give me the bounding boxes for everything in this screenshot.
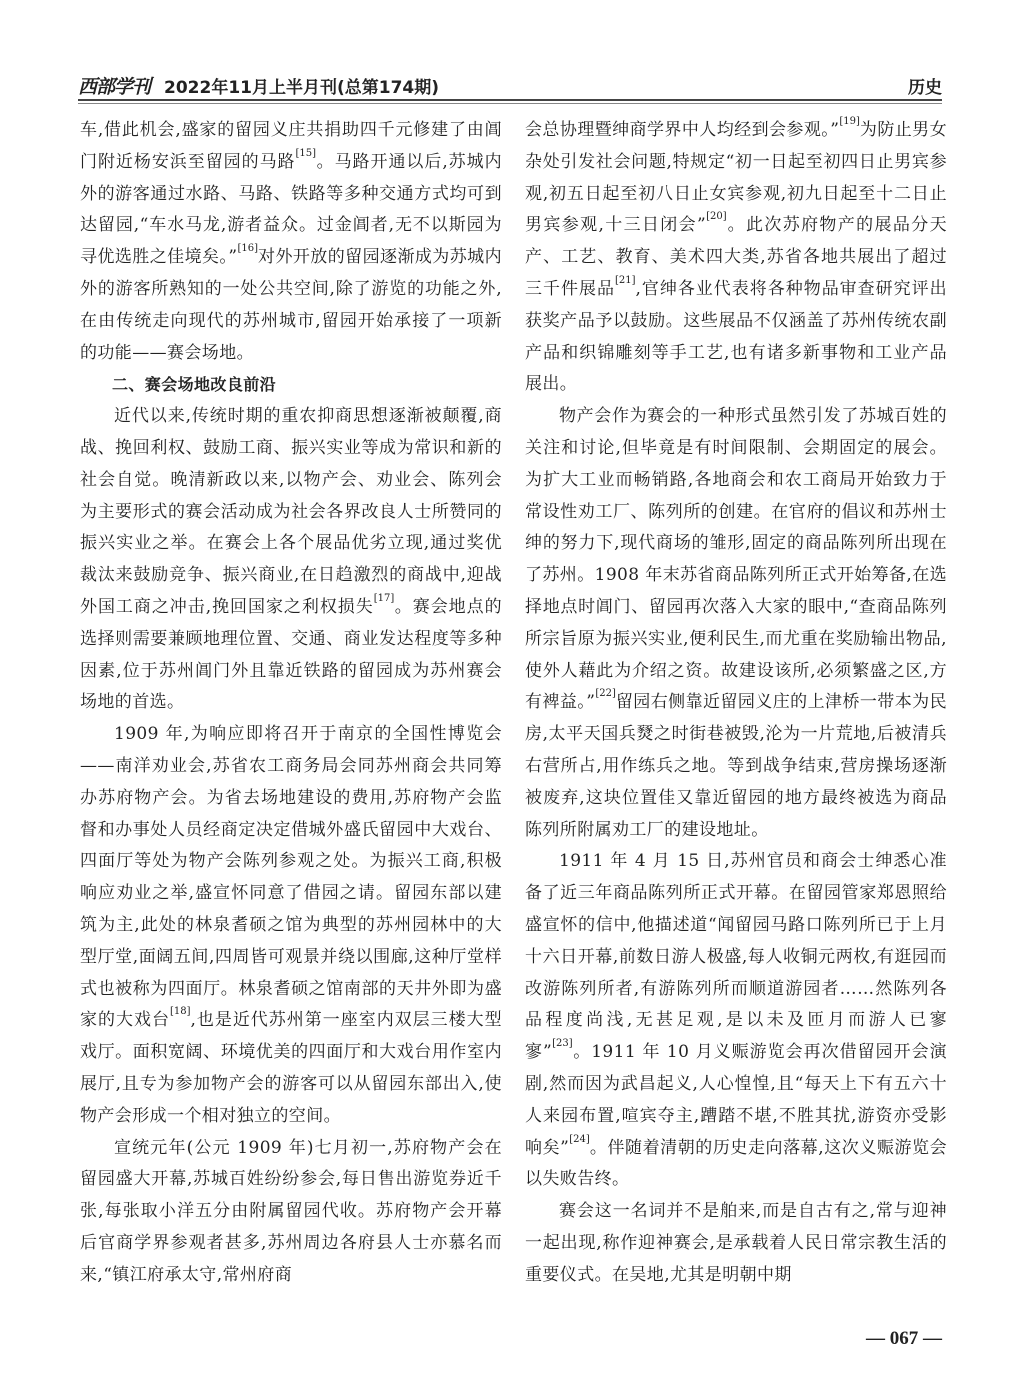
citation-ref: [21] [614, 274, 636, 286]
citation-ref: [23] [552, 1038, 573, 1050]
text-segment: 。1911 年 10 月义赈游览会再次借留园开会演剧,然而因为武昌起义,人心惶惶,且“每天上下有五六十人来园布置,喧宾夺主,蹧踏不堪,不胜其扰,游资亦受影响矣” [525, 1042, 947, 1158]
text-segment: 。马路开通以后,苏城内外的游客通过水路、马路、铁路等多种交通方式均可到达留园,“车水马龙,游者益众。过金阊者,无不以斯园为寻优选胜之佳境矣。” [80, 151, 502, 268]
paragraph [525, 846, 947, 1196]
header-rule-thin [78, 103, 942, 104]
section-heading [80, 369, 502, 401]
page-number: — 067 — [866, 1328, 942, 1349]
text-segment: 留园右侧靠近留园义庄的上津桥一带本为民房,太平天国兵燹之时街巷被毁,沦为一片荒地,后被清兵右营所占,用作练兵之地。等到战争结束,营房操场逐渐被废弃,这块位置佳又靠近留园的地方最终被选为商品陈列所附属劝工厂的建设地址。 [525, 692, 947, 840]
citation-ref: [24] [569, 1133, 590, 1145]
text-segment: 。赛会地点的选择则需要兼顾地理位置、交通、商业发达程度等多种因素,位于苏州阊门外且靠近铁路的留园成为苏州赛会场地的首选。 [80, 596, 503, 713]
citation-ref: [16] [237, 243, 258, 255]
text-segment: 赛会这一名词并不是舶来,而是自古有之,常与迎神一起出现,称作迎神赛会,是承载着人民日常宗教生活的重要仪式。在吴地,尤其是明朝中期 [525, 1201, 947, 1285]
text-segment: ,也是近代苏州第一座室内双层三楼大型戏厅。面积宽阔、环境优美的四面厅和大戏台用作室内展厅,且专为参加物产会的游客可以从留园东部出入,使物产会形成一个相对独立的空间。 [80, 1010, 503, 1126]
text-segment: 对外开放的留园逐渐成为苏城内外的游客所熟知的一处公共空间,除了游览的功能之外,在由传统走向现代的苏州城市,留园开始承接了一项新的功能——赛会场地。 [80, 247, 502, 363]
text-segment: 为防止男女杂处引发社会问题,特规定“初一日起至初四日止男宾参观,初五日起至初八日止女宾参观,初九日起至十二日止男宾参观,十三日闭会” [525, 120, 948, 236]
paragraph [525, 401, 947, 846]
left-column [80, 115, 502, 1291]
citation-ref: [20] [706, 211, 727, 223]
text-segment: 近代以来,传统时期的重农抑商思想逐渐被颠覆,商战、挽回利权、鼓励工商、振兴实业等成为常识和新的社会自觉。晚清新政以来,以物产会、劝业会、陈列会为主要形式的赛会活动成为社会各界改良人士所赞同的振兴实业之举。在赛会上各个展品优劣立现,通过奖优裁汰来鼓励竞争、振兴商业,在日趋激烈的商战中,迎战外国工商之冲击,挽回国家之利权损失 [80, 406, 502, 617]
text-segment: 物产会作为赛会的一种形式虽然引发了苏城百姓的关注和讨论,但毕竟是有时间限制、会期固定的展会。为扩大工业而畅销路,各地商会和农工商局开始致力于常设性劝工厂、陈列所的创建。在官府的倡议和苏州士绅的努力下,现代商场的雏形,固定的商品陈列所出现在了苏州。1908 年末苏省商品陈列所正式开始筹备,在选择地点时阊门、留园再次落入大家的眼中,“查商品陈列所宗旨原为振兴实业,便利民生,而尤重在奖励输出物品,使外人藉此为介绍之资。故建设该所,必须繁盛之区,方有裨益。” [525, 406, 947, 713]
citation-ref: [19] [839, 116, 860, 127]
header-rule [78, 99, 942, 101]
text-segment: 宣统元年(公元 1909 年)七月初一,苏府物产会在留园盛大开幕,苏城百姓纷纷参会,每日售出游览券近千张,每张取小洋五分由附属留园代收。苏府物产会开幕后官商学界参观者甚多,苏州周边各府县人士亦慕名而来,“镇江府承太守,常州府商 [80, 1137, 502, 1285]
text-segment: 1911 年 4 月 15 日,苏州官员和商会士绅悉心准备了近三年商品陈列所正式开幕。在留园管家郑恩照给盛宣怀的信中,他描述道“闻留园马路口陈列所已于上月十六日开幕,前数日游人极盛,每人收铜元两枚,有逛园而改游陈列所者,有游陈列所而顺道游园者……然陈列各品程度尚浅,无甚足观,是以未及匝月而游人已寥寥” [525, 851, 947, 1063]
text-segment: 会总协理暨绅商学界中人均经到会参观。” [525, 120, 840, 140]
paragraph [80, 719, 502, 1132]
text-segment: 。伴随着清朝的历史走向落幕,这次义赈游览会以失败告终。 [525, 1137, 947, 1190]
text-segment: 车,借此机会,盛家的留园义庄共捐助四千元修建了由阊门附近杨安浜至留园的马路 [80, 120, 502, 172]
paragraph [525, 115, 947, 401]
paragraph [80, 1133, 502, 1292]
paragraph [525, 1196, 947, 1291]
text-segment: 二、赛会场地改良前沿 [112, 375, 277, 395]
running-header [78, 70, 942, 98]
citation-ref: [18] [169, 1006, 191, 1018]
citation-ref: [22] [595, 688, 616, 700]
text-segment: ,官绅各业代表将各种物品审查研究评出获奖产品予以鼓励。这些展品不仅涵盖了苏州传统农副产品和织锦雕刻等手工艺,也有诸多新事物和工业产品展出。 [525, 278, 948, 395]
paragraph [80, 115, 502, 369]
issue-info: 2022年11月上半月刊(总第174期) [164, 78, 439, 98]
paragraph [80, 401, 502, 719]
text-segment: 1909 年,为响应即将召开于南京的全国性博览会——南洋劝业会,苏省农工商务局会同苏州商会共同筹办苏府物产会。为省去场地建设的费用,苏府物产会监督和办事处人员经商定决定借城外盛氏留园中大戏台、四面厅等处为物产会陈列参观之处。为振兴工商,积极响应劝业之举,盛宣怀同意了借园之请。留园东部以建筑为主,此处的林泉耆硕之馆为典型的苏州园林中的大型厅堂,面阔五间,四周皆可观景并绕以围廊,这种厅堂样式也被称为四面厅。林泉耆硕之馆南部的天井外即为盛家的大戏台 [80, 724, 502, 1031]
text-segment: 。此次苏府物产的展品分天产、工艺、教育、美术四大类,苏省各地共展出了超过三千件展品 [525, 215, 947, 299]
right-column [525, 115, 947, 1291]
section-label: 历史 [908, 78, 942, 98]
journal-logo: 西部学刊 [78, 76, 151, 98]
citation-ref: [17] [373, 592, 395, 604]
citation-ref: [15] [295, 147, 317, 159]
